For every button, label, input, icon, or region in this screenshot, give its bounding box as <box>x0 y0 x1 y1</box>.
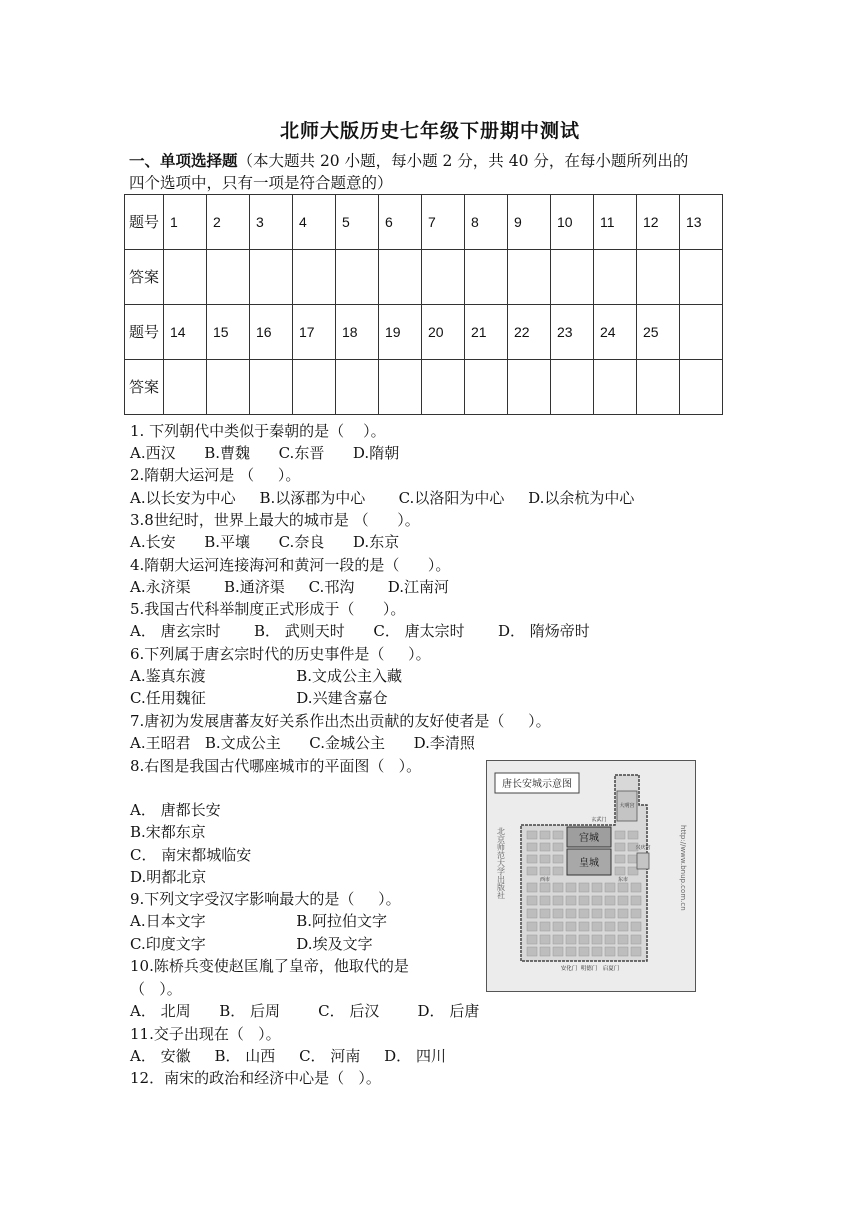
table-cell: 3 <box>250 195 293 250</box>
table-cell: 9 <box>508 195 551 250</box>
changan-city-map <box>486 760 696 992</box>
question-line: A． 安徽 B． 山西 C． 河南 D． 四川 <box>130 1047 446 1065</box>
table-cell <box>680 305 723 360</box>
section-description: （本大题共 20 小题，每小题 2 分，共 40 分，在每小题所列出的 <box>237 152 689 170</box>
map-title: 唐长安城示意图 <box>502 779 572 790</box>
question-line: A． 北周 B． 后周 C． 后汉 D． 后唐 <box>130 1002 480 1020</box>
question-line: 11.交子出现在（ ）。 <box>130 1025 281 1043</box>
table-cell: 10 <box>551 195 594 250</box>
answer-cell[interactable] <box>680 360 723 415</box>
answer-table <box>124 194 723 415</box>
question-line: 2.隋朝大运河是 （ ）。 <box>130 466 301 484</box>
table-cell: 17 <box>293 305 336 360</box>
question-line: A.日本文字 B.阿拉伯文字 <box>130 912 387 930</box>
table-cell: 24 <box>594 305 637 360</box>
table-row <box>125 305 723 360</box>
answer-cell[interactable] <box>164 360 207 415</box>
question-line: 10.陈桥兵变使赵匡胤了皇帝，他取代的是 <box>130 957 409 975</box>
answer-cell[interactable] <box>637 360 680 415</box>
question-line: 4.隋朝大运河连接海河和黄河一段的是（ ）。 <box>130 556 451 574</box>
table-cell: 16 <box>250 305 293 360</box>
question-line: 12．南宋的政治和经济中心是（ ）。 <box>130 1069 381 1087</box>
question-line: 8.右图是我国古代哪座城市的平面图（ ）。 <box>130 757 422 775</box>
imperial-label: 皇城 <box>579 858 599 869</box>
page-title: 北师大版历史七年级下册期中测试 <box>279 120 580 142</box>
answer-cell[interactable] <box>551 250 594 305</box>
question-line: 6.下列属于唐玄宗时代的历史事件是（ ）。 <box>130 645 431 663</box>
table-cell: 5 <box>336 195 379 250</box>
table-row <box>125 250 723 305</box>
question-line: 9.下列文字受汉字影响最大的是（ ）。 <box>130 890 401 908</box>
answer-cell[interactable] <box>250 360 293 415</box>
table-cell: 6 <box>379 195 422 250</box>
answer-cell[interactable] <box>551 360 594 415</box>
answer-cell[interactable] <box>293 360 336 415</box>
answer-cell[interactable] <box>422 360 465 415</box>
table-cell: 13 <box>680 195 723 250</box>
answer-cell[interactable] <box>379 360 422 415</box>
table-cell: 1 <box>164 195 207 250</box>
answer-cell[interactable] <box>422 250 465 305</box>
table-cell: 15 <box>207 305 250 360</box>
svg-text:安化门: 安化门 <box>560 966 578 972</box>
question-line: B.宋都东京 <box>130 823 206 841</box>
question-line: 7.唐初为发展唐蕃友好关系作出杰出贡献的友好使者是（ ）。 <box>130 712 551 730</box>
table-cell: 4 <box>293 195 336 250</box>
xingqing-palace <box>637 853 649 869</box>
answer-cell[interactable] <box>594 250 637 305</box>
question-line: A.以长安为中心 B.以涿郡为中心 C.以洛阳为中心 D.以余杭为中心 <box>130 489 635 507</box>
question-line: A.王昭君 B.文成公主 C.金城公主 D.李清照 <box>130 734 475 752</box>
table-cell: 7 <box>422 195 465 250</box>
section-description-cont: 四个选项中，只有一项是符合题意的） <box>129 174 393 192</box>
row-label: 题号 <box>125 195 164 250</box>
answer-cell[interactable] <box>379 250 422 305</box>
table-cell: 12 <box>637 195 680 250</box>
row-label: 答案 <box>125 250 164 305</box>
answer-cell[interactable] <box>465 250 508 305</box>
question-line: A.鉴真东渡 B.文成公主入藏 <box>130 667 402 685</box>
question-line: C． 南宋都城临安 <box>130 846 252 864</box>
question-line: C.任用魏征 D.兴建含嘉仓 <box>130 689 388 707</box>
table-cell: 22 <box>508 305 551 360</box>
section-heading <box>129 150 739 194</box>
question-line: （ ）。 <box>130 980 182 998</box>
answer-cell[interactable] <box>207 360 250 415</box>
answer-cell[interactable] <box>508 360 551 415</box>
table-cell: 14 <box>164 305 207 360</box>
svg-text:玄武门: 玄武门 <box>591 817 607 823</box>
answer-cell[interactable] <box>680 250 723 305</box>
table-cell: 20 <box>422 305 465 360</box>
answer-cell[interactable] <box>465 360 508 415</box>
answer-cell[interactable] <box>594 360 637 415</box>
answer-cell[interactable] <box>207 250 250 305</box>
watermark: http://www.bnup.com.cn <box>679 825 687 911</box>
east-market: 东市 <box>617 877 629 883</box>
question-line: 5.我国古代科举制度正式形成于（ ）。 <box>130 600 406 618</box>
table-cell: 8 <box>465 195 508 250</box>
question-line: 3.8世纪时，世界上最大的城市是 （ ）。 <box>130 511 420 529</box>
table-cell: 2 <box>207 195 250 250</box>
question-line: A． 唐玄宗时 B． 武则天时 C． 唐太宗时 D． 隋炀帝时 <box>130 622 590 640</box>
table-cell: 23 <box>551 305 594 360</box>
west-market: 西市 <box>539 877 551 883</box>
answer-cell[interactable] <box>164 250 207 305</box>
palace-label: 宫城 <box>579 833 599 844</box>
svg-text:明德门: 明德门 <box>580 966 598 972</box>
answer-cell[interactable] <box>336 250 379 305</box>
answer-cell[interactable] <box>508 250 551 305</box>
answer-cell[interactable] <box>637 250 680 305</box>
table-cell: 21 <box>465 305 508 360</box>
question-line: A.永济渠 B.通济渠 C.邗沟 D.江南河 <box>130 578 449 596</box>
question-line: A.西汉 B.曹魏 C.东晋 D.隋朝 <box>130 444 400 462</box>
answer-cell[interactable] <box>250 250 293 305</box>
city-plan-svg <box>487 761 695 991</box>
question-line: C.印度文字 D.埃及文字 <box>130 935 373 953</box>
table-cell: 25 <box>637 305 680 360</box>
svg-text:兴庆宫: 兴庆宫 <box>635 845 651 851</box>
table-cell: 18 <box>336 305 379 360</box>
row-label: 答案 <box>125 360 164 415</box>
question-line: 1. 下列朝代中类似于秦朝的是（ ）。 <box>130 422 386 440</box>
svg-text:大明宫: 大明宫 <box>619 803 635 809</box>
table-cell: 19 <box>379 305 422 360</box>
section-title: 一、单项选择题 <box>129 152 238 170</box>
table-cell: 11 <box>594 195 637 250</box>
answer-cell[interactable] <box>293 250 336 305</box>
publisher-label: 北京师范大学出版社 <box>496 827 506 899</box>
svg-text:启夏门: 启夏门 <box>602 966 620 972</box>
question-line: A.长安 B.平壤 C.奈良 D.东京 <box>130 533 400 551</box>
question-line: A． 唐都长安 <box>130 801 221 819</box>
question-line: D.明都北京 <box>130 868 207 886</box>
answer-cell[interactable] <box>336 360 379 415</box>
row-label: 题号 <box>125 305 164 360</box>
table-row <box>125 360 723 415</box>
table-row <box>125 195 723 250</box>
